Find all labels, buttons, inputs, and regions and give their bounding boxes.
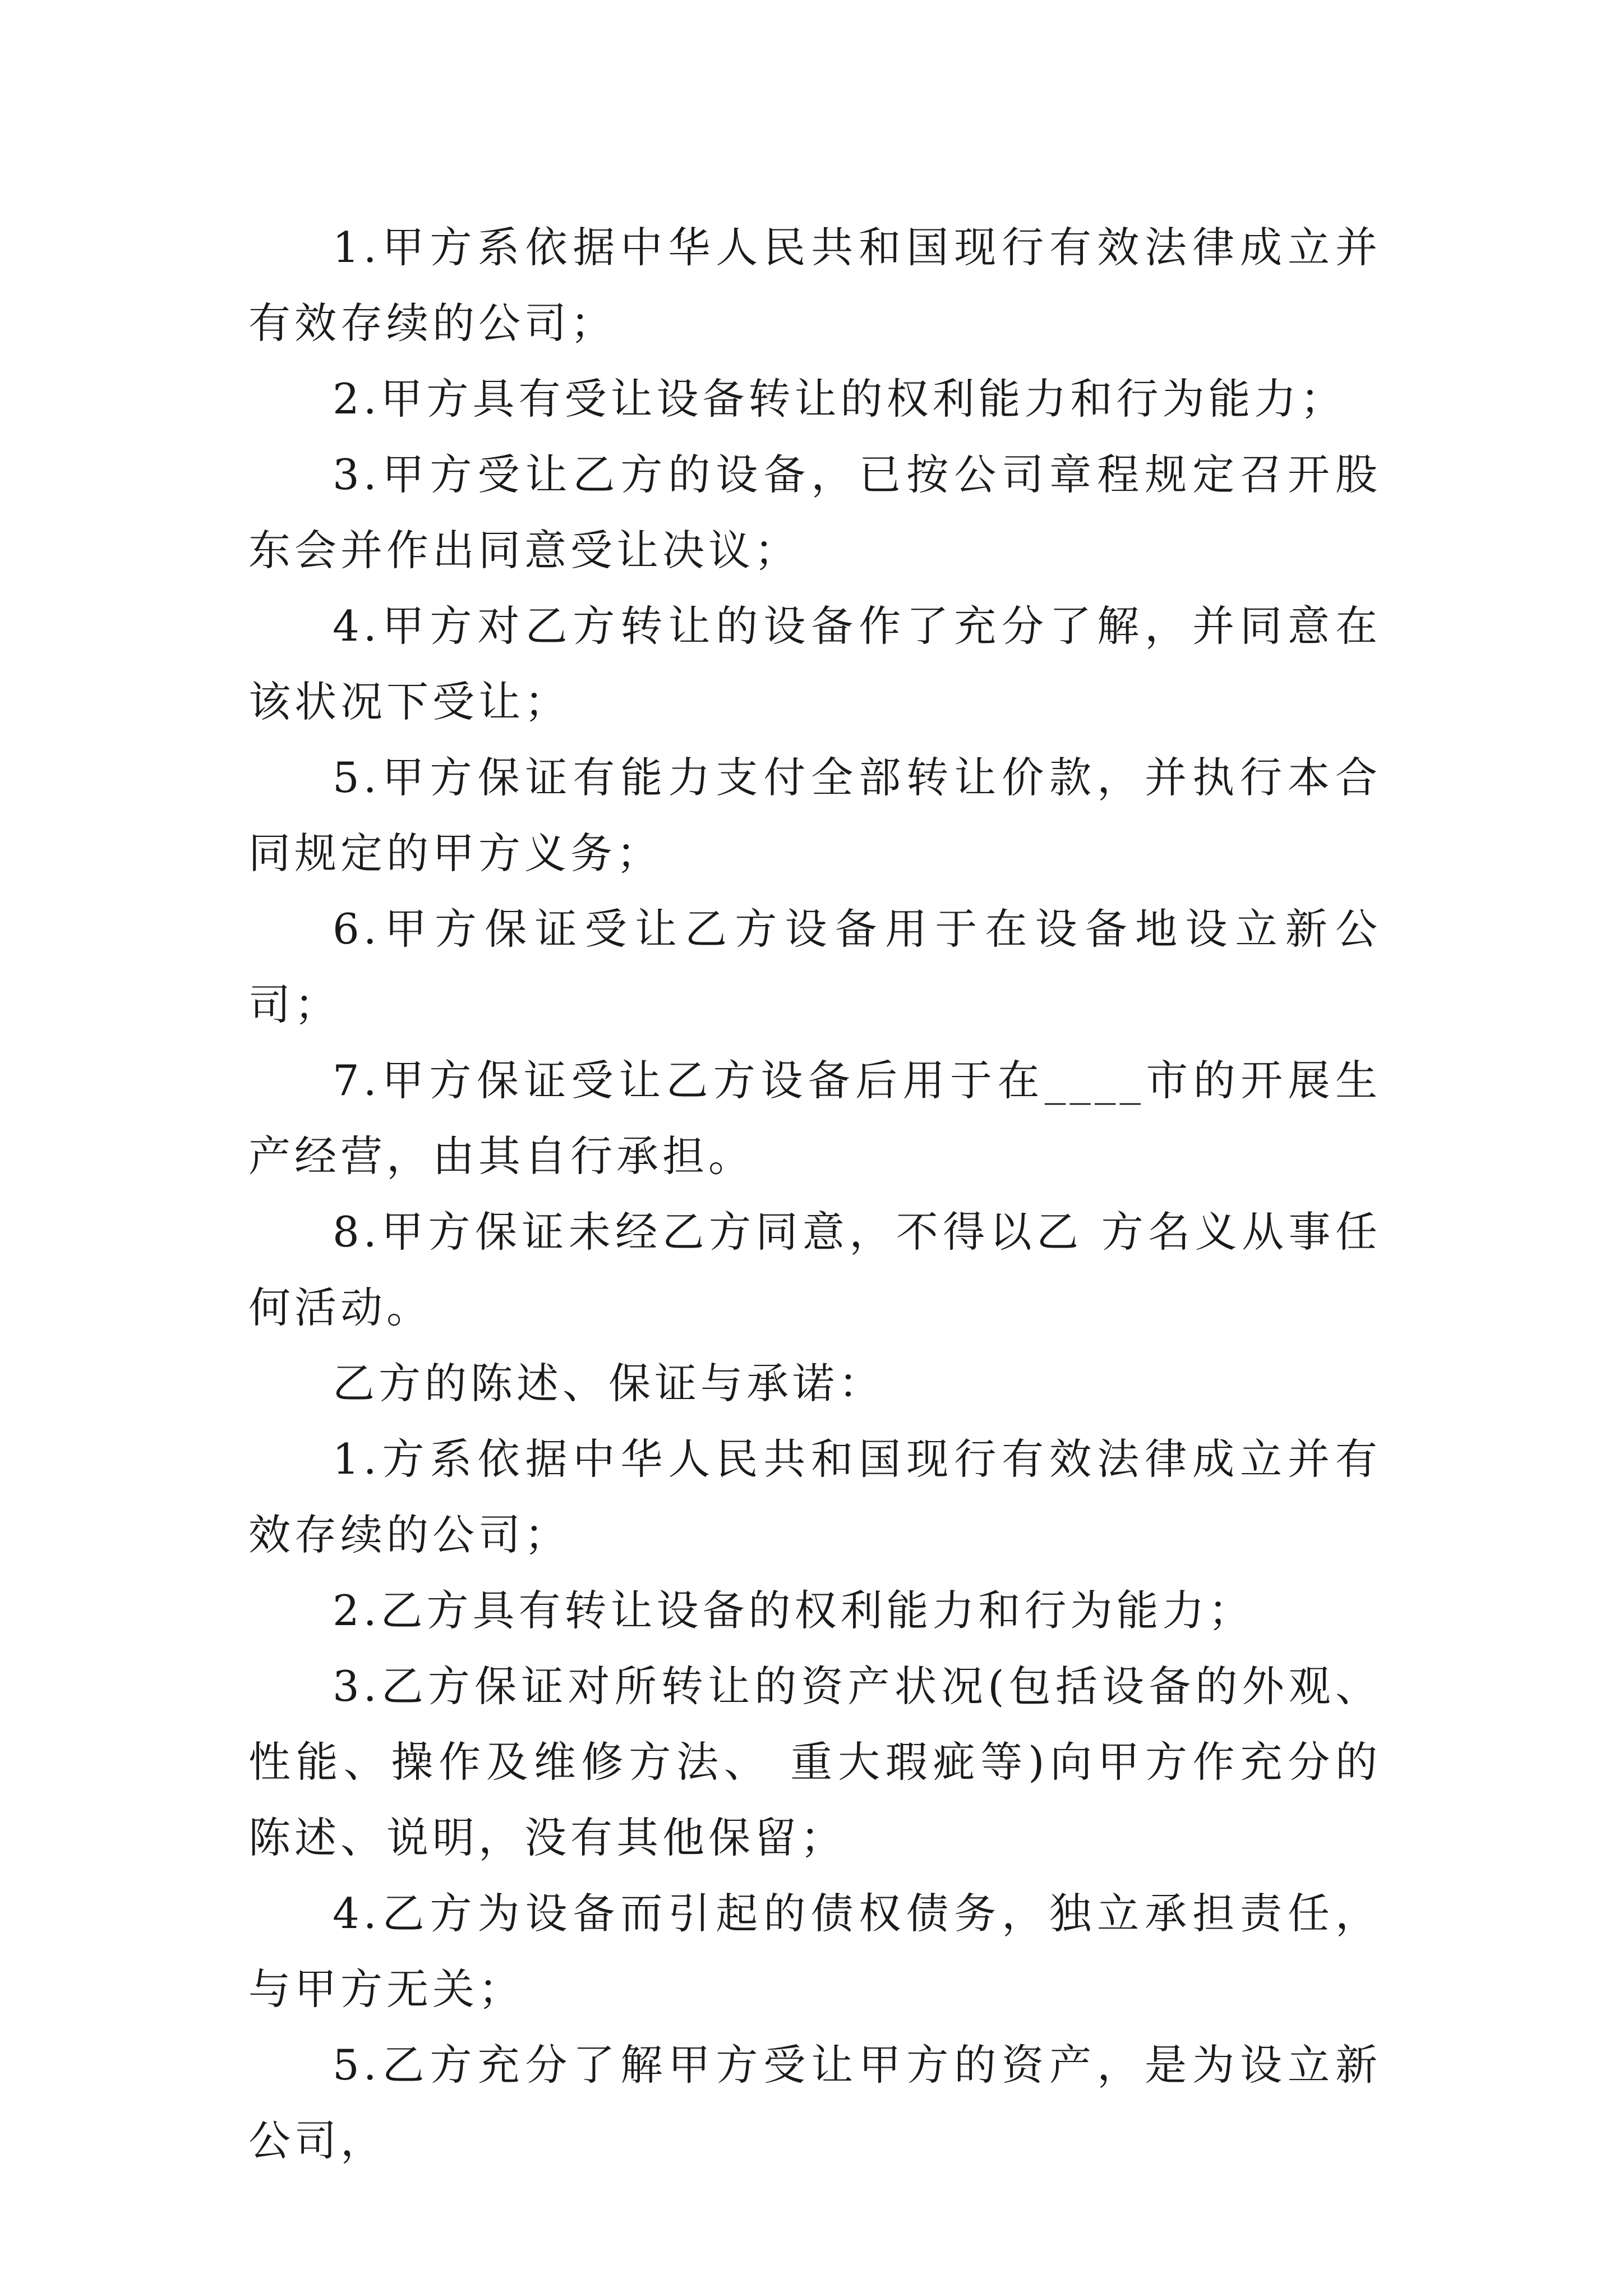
paragraph: 5.甲方保证有能力支付全部转让价款，并执行本合同规定的甲方义务； [248, 753, 1381, 878]
paragraph: 6.甲方保证受让乙方设备用于在设备地设立新公司； [248, 904, 1381, 1029]
paragraph: 5.乙方充分了解甲方受让甲方的资产，是为设立新公司， [248, 2040, 1381, 2165]
paragraph: 1.方系依据中华人民共和国现行有效法律成立并有效存续的公司； [248, 1434, 1381, 1559]
paragraph: 8.甲方保证未经乙方同意，不得以乙 方名义从事任何活动。 [248, 1207, 1381, 1332]
paragraph: 2.甲方具有受让设备转让的权利能力和行为能力； [333, 374, 1347, 424]
paragraph: 7.甲方保证受让乙方设备后用于在____市的开展生产经营，由其自行承担。 [248, 1056, 1381, 1181]
paragraph: 4.乙方为设备而引起的债权债务，独立承担责任，与甲方无关； [248, 1889, 1381, 2014]
paragraph: 4.甲方对乙方转让的设备作了充分了解，并同意在该状况下受让； [248, 601, 1381, 726]
paragraph: 2.乙方具有转让设备的权利能力和行为能力； [333, 1586, 1255, 1635]
paragraph: 3.甲方受让乙方的设备，已按公司章程规定召开股东会并作出同意受让决议； [248, 450, 1381, 575]
paragraph: 1.甲方系依据中华人民共和国现行有效法律成立并有效存续的公司； [248, 223, 1381, 348]
section-heading: 乙方的陈述、保证与承诺： [333, 1359, 885, 1408]
document-body [248, 210, 1381, 2179]
paragraph: 3.乙方保证对所转让的资产状况(包括设备的外观、性能、操作及维修方法、 重大瑕疵等)向甲方作充分的陈述、说明，没有其他保留； [248, 1662, 1381, 1862]
